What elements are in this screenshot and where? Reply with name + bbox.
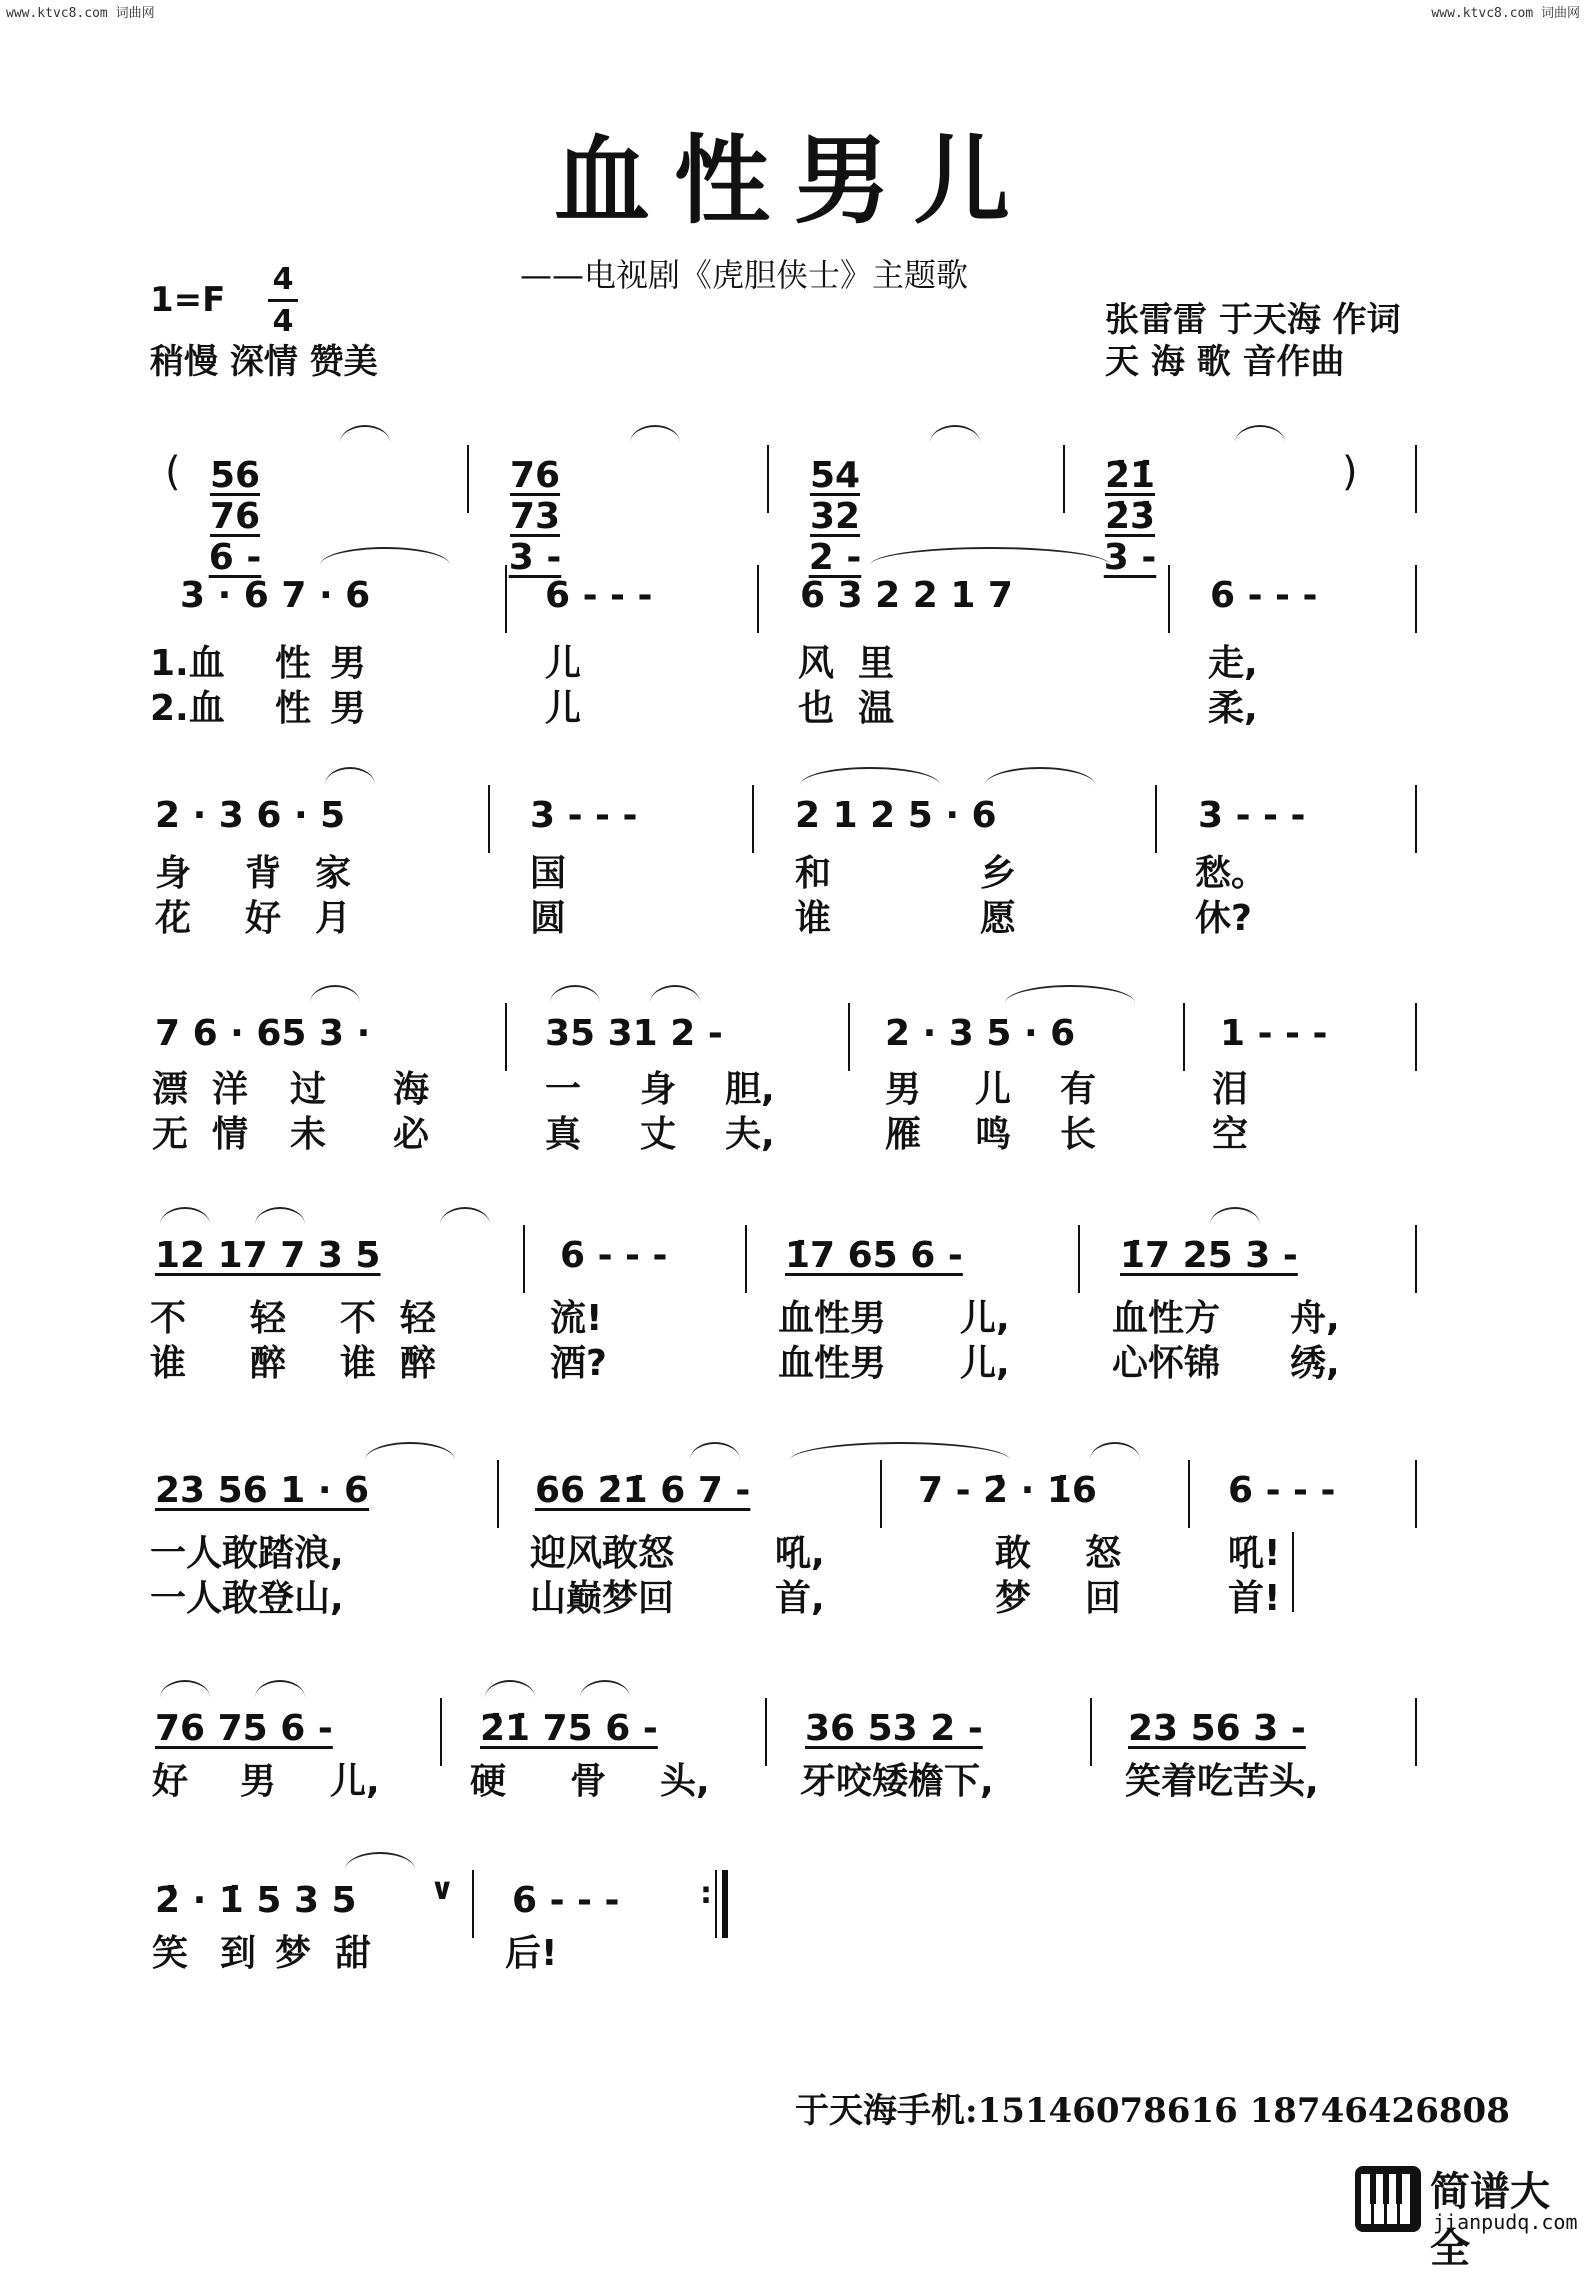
barline	[505, 1003, 507, 1071]
lyric: 山巅梦回	[530, 1578, 675, 1619]
measure: 6 - - -	[1228, 1470, 1336, 1511]
lyric: 醉	[400, 1343, 437, 1384]
barline	[467, 445, 469, 513]
lyric: 不	[340, 1298, 377, 1339]
slur	[340, 425, 390, 443]
measure: 6 - - -	[545, 575, 653, 616]
watermark-left: www.ktvc8.com 词曲网	[6, 6, 155, 21]
lyric: 牙咬矮檐下,	[800, 1761, 994, 1802]
lyric: 空	[1212, 1114, 1249, 1155]
time-signature	[268, 262, 298, 339]
slur	[930, 425, 980, 443]
intro-measure-3: 54 32 2 -	[808, 455, 862, 578]
lyric: 男	[330, 643, 367, 684]
lyric: 洋	[212, 1069, 249, 1110]
intro-measure-1: 56 76 6 -	[208, 455, 262, 578]
barline	[1183, 1003, 1185, 1071]
score-line-7	[0, 1872, 1588, 2100]
lyric: 丈	[640, 1114, 677, 1155]
lyric: 儿	[545, 643, 582, 684]
song-subtitle: ——电视剧《虎胆侠士》主题歌	[520, 256, 969, 294]
barline	[1155, 785, 1157, 853]
lyric: 也	[798, 688, 835, 729]
lyric: 怒	[1085, 1533, 1122, 1574]
lyric: 温	[858, 688, 895, 729]
measure: 2̇1̇ 75 6 -	[480, 1708, 658, 1749]
lyric: 2.血	[150, 688, 225, 729]
score-line-1	[0, 575, 1588, 795]
lyric: 首,	[775, 1578, 825, 1619]
lyric: 笑着吃苦头,	[1125, 1761, 1319, 1802]
barline	[1415, 1225, 1417, 1293]
slur	[630, 425, 680, 443]
barline	[1415, 785, 1417, 853]
lyric: 儿,	[960, 1298, 1010, 1339]
barline	[745, 1225, 747, 1293]
lyric: 鸣	[975, 1114, 1012, 1155]
logo-text: 简谱大全	[1430, 2169, 1550, 2272]
intro-close-paren: )	[1342, 449, 1358, 495]
lyric: 休?	[1195, 898, 1252, 939]
measure: 1̇7 65 6 -	[785, 1235, 963, 1276]
lyric: 儿	[975, 1069, 1012, 1110]
lyric: 夫,	[725, 1114, 775, 1155]
score-line-5	[0, 1470, 1588, 1690]
lyric: 梦	[275, 1933, 312, 1974]
lyric: 骨	[570, 1761, 607, 1802]
barline	[1078, 1225, 1080, 1293]
lyric: 硬	[470, 1761, 507, 1802]
repeat-dots: :	[700, 1876, 712, 1911]
lyric: 头,	[660, 1761, 710, 1802]
lyric: 身	[640, 1069, 677, 1110]
lyric: 男	[330, 688, 367, 729]
barline	[1168, 565, 1170, 633]
lyric: 无	[152, 1114, 189, 1155]
lyric: 儿,	[330, 1761, 380, 1802]
lyric: 到	[220, 1933, 257, 1974]
lyric: 后!	[505, 1933, 558, 1974]
lyric: 圆	[530, 898, 567, 939]
lyric: 海	[393, 1069, 430, 1110]
barline	[848, 1003, 850, 1071]
time-top: 4	[272, 262, 294, 297]
lyric: 情	[212, 1114, 249, 1155]
lyric: 酒?	[550, 1343, 607, 1384]
barline	[440, 1698, 442, 1766]
lyric: 流!	[550, 1298, 603, 1339]
measure: 2 1 2 5 · 6	[795, 795, 997, 836]
time-bottom: 4	[272, 304, 294, 339]
barline	[497, 1460, 499, 1528]
section-mark	[1292, 1532, 1294, 1612]
lyric: 迎风敢怒	[530, 1533, 675, 1574]
lyric: 儿	[545, 688, 582, 729]
lyric: 一人敢踏浪,	[150, 1533, 344, 1574]
tempo-marking: 稍慢 深情 赞美	[150, 342, 378, 382]
barline	[472, 1870, 474, 1938]
barline	[767, 445, 769, 513]
lyric: 乡	[980, 853, 1017, 894]
site-logo	[1355, 2160, 1580, 2272]
measure: 66 2̇1̇ 6 7 -	[535, 1470, 751, 1511]
barline	[1415, 445, 1417, 513]
barline	[1415, 1460, 1417, 1528]
composer-credit: 天 海 歌 音作曲	[1105, 342, 1345, 382]
lyric: 性	[275, 688, 312, 729]
lyric: 愿	[980, 898, 1017, 939]
intro-measure-2: 76 73 3 -	[508, 455, 562, 578]
lyric: 雁	[885, 1114, 922, 1155]
measure: 2̇ · 1̇ 5 3 5	[155, 1880, 357, 1921]
lyric: 漂	[152, 1069, 189, 1110]
breath-mark: ∨	[430, 1872, 455, 1907]
lyric: 回	[1085, 1578, 1122, 1619]
song-title: 血性男儿	[554, 124, 1034, 237]
repeat-barline-thin	[715, 1870, 717, 1938]
barline	[1063, 445, 1065, 513]
lyric: 轻	[250, 1298, 287, 1339]
lyric: 血性男	[778, 1343, 887, 1384]
lyric: 胆,	[725, 1069, 775, 1110]
lyric: 甜	[335, 1933, 372, 1974]
lyric: 笑	[152, 1933, 189, 1974]
lyric: 花	[155, 898, 192, 939]
lyric: 谁	[340, 1343, 377, 1384]
measure: 23 56 3 -	[1128, 1708, 1306, 1749]
piano-icon	[1355, 2166, 1421, 2232]
lyric: 柔,	[1208, 688, 1258, 729]
lyric: 里	[858, 643, 895, 684]
lyric: 舟,	[1290, 1298, 1340, 1339]
repeat-barline-thick	[722, 1870, 728, 1938]
lyric: 长	[1060, 1114, 1097, 1155]
lyric: 月	[315, 898, 352, 939]
measure: 7 6 · 65 3 ·	[155, 1013, 371, 1054]
lyric: 性	[275, 643, 312, 684]
lyric: 和	[795, 853, 832, 894]
lyric: 1.血	[150, 643, 225, 684]
measure: 35 31 2 -	[545, 1013, 723, 1054]
lyric: 血性方	[1112, 1298, 1221, 1339]
lyricist-credit: 张雷雷 于天海 作词	[1105, 300, 1401, 340]
lyric: 一	[545, 1069, 582, 1110]
lyric: 未	[290, 1114, 327, 1155]
measure: 1̇7 25 3 -	[1120, 1235, 1298, 1276]
barline	[880, 1460, 882, 1528]
lyric: 醉	[250, 1343, 287, 1384]
lyric: 真	[545, 1114, 582, 1155]
watermark-right: www.ktvc8.com 词曲网	[1431, 6, 1580, 21]
measure: 6 - - -	[560, 1235, 668, 1276]
lyric: 男	[885, 1069, 922, 1110]
lyric: 吼!	[1228, 1533, 1281, 1574]
lyric: 谁	[150, 1343, 187, 1384]
slur	[1235, 425, 1285, 443]
lyric: 好	[152, 1761, 189, 1802]
lyric: 一人敢登山,	[150, 1578, 344, 1619]
measure: 3 · 6 7 · 6	[180, 575, 371, 616]
barline	[757, 565, 759, 633]
lyric: 家	[315, 853, 352, 894]
barline	[488, 785, 490, 853]
lyric: 好	[245, 898, 282, 939]
lyric: 敢	[995, 1533, 1032, 1574]
measure: 3 - - -	[1198, 795, 1306, 836]
lyric: 泪	[1212, 1069, 1249, 1110]
barline	[1415, 565, 1417, 633]
lyric: 男	[240, 1761, 277, 1802]
barline	[765, 1698, 767, 1766]
measure: 6 3 2 2 1 7	[800, 575, 1013, 616]
lyric: 风	[798, 643, 835, 684]
barline	[523, 1225, 525, 1293]
key-signature: 1=F	[150, 280, 226, 320]
lyric: 轻	[400, 1298, 437, 1339]
intro-open-paren: (	[165, 449, 181, 495]
lyric: 谁	[795, 898, 832, 939]
measure: 7 - 2̇ · 1̇6	[918, 1470, 1097, 1511]
measure: 2 · 3 5 · 6	[885, 1013, 1076, 1054]
lyric: 有	[1060, 1069, 1097, 1110]
measure: 12 17 7 3 5	[155, 1235, 381, 1276]
lyric: 儿,	[960, 1343, 1010, 1384]
lyric: 背	[245, 853, 282, 894]
logo-url: jianpudq.com	[1433, 2210, 1578, 2234]
lyric: 过	[290, 1069, 327, 1110]
lyric: 梦	[995, 1578, 1032, 1619]
score-line-3	[0, 1013, 1588, 1233]
measure: 36 53 2 -	[805, 1708, 983, 1749]
barline	[752, 785, 754, 853]
lyric: 血性男	[778, 1298, 887, 1339]
score-line-4	[0, 1235, 1588, 1455]
barline	[1415, 1698, 1417, 1766]
measure: 23 56 1 · 6	[155, 1470, 370, 1511]
intro-measure-4: 2̇1̇ 2̇3̇ 3 -	[1103, 455, 1157, 578]
lyric: 心怀锦	[1112, 1343, 1221, 1384]
barline	[1090, 1698, 1092, 1766]
measure: 6 - - -	[512, 1880, 620, 1921]
lyric: 不	[150, 1298, 187, 1339]
lyric: 必	[393, 1114, 430, 1155]
lyric: 走,	[1208, 643, 1258, 684]
contact-phone: 于天海手机:15146078616 18746426808	[795, 2091, 1510, 2131]
barline	[1188, 1460, 1190, 1528]
measure: 6 - - -	[1210, 575, 1318, 616]
measure: 3 - - -	[530, 795, 638, 836]
score-line-2	[0, 795, 1588, 1015]
lyric: 愁。	[1195, 853, 1268, 894]
lyric: 首!	[1228, 1578, 1281, 1619]
lyric: 国	[530, 853, 567, 894]
barline	[505, 565, 507, 633]
lyric: 绣,	[1290, 1343, 1340, 1384]
measure: 76 75 6 -	[155, 1708, 333, 1749]
lyric: 吼,	[775, 1533, 825, 1574]
measure: 1 - - -	[1220, 1013, 1328, 1054]
barline	[1415, 1003, 1417, 1071]
measure: 2 · 3 6 · 5	[155, 795, 346, 836]
lyric: 身	[155, 853, 192, 894]
